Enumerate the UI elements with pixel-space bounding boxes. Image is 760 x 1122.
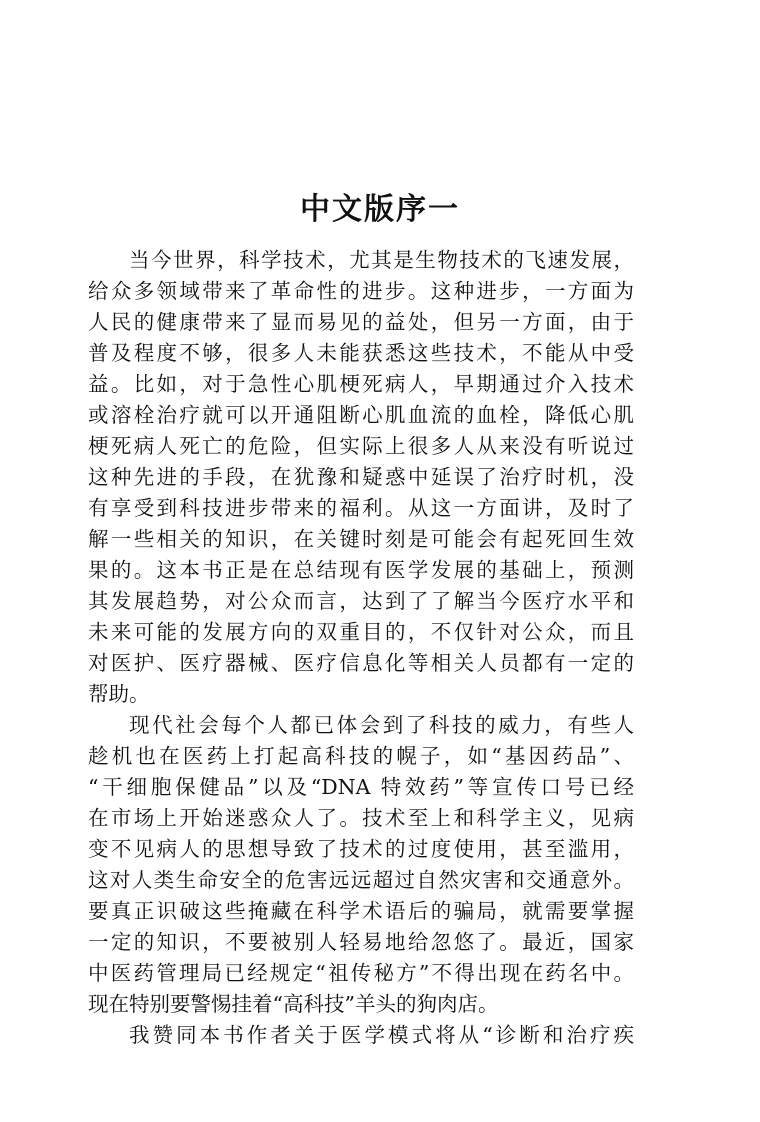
text-line: 梗死病人死亡的危险，但实际上很多人从来没有听说过 — [88, 434, 634, 458]
page-title: 中文版序一 — [300, 192, 460, 227]
text-line: 要真正识破这些掩藏在科学术语后的骗局，就需要掌握 — [88, 899, 634, 923]
text-line: 我赞同本书作者关于医学模式将从“诊断和治疗疾 — [129, 1023, 634, 1047]
text-line: 对医护、医疗器械、医疗信息化等相关人员都有一定的 — [88, 651, 634, 675]
paragraph-1 — [88, 245, 634, 710]
text-line: 普及程度不够，很多人未能获悉这些技术，不能从中受 — [88, 341, 634, 365]
text-line: 中医药管理局已经规定“祖传秘方”不得出现在药名中。 — [88, 961, 634, 985]
text-line: 果的。这本书正是在总结现有医学发展的基础上，预测 — [88, 558, 634, 582]
text-line: 其发展趋势，对公众而言，达到了了解当今医疗水平和 — [88, 589, 634, 613]
text-line: 现在特别要警惕挂着“高科技”羊头的狗肉店。 — [88, 992, 499, 1016]
text-line: 当今世界，科学技术，尤其是生物技术的飞速发展， — [129, 248, 634, 272]
text-line: 在市场上开始迷惑众人了。技术至上和科学主义，见病 — [88, 806, 634, 830]
text-line: 未来可能的发展方向的双重目的，不仅针对公众，而且 — [88, 620, 634, 644]
text-line: 变不见病人的思想导致了技术的过度使用，甚至滥用， — [88, 837, 634, 861]
text-line: 人民的健康带来了显而易见的益处，但另一方面，由于 — [88, 310, 634, 334]
text-line: 这种先进的手段，在犹豫和疑惑中延误了治疗时机，没 — [88, 465, 634, 489]
body-text — [88, 245, 634, 1051]
text-line: 解一些相关的知识，在关键时刻是可能会有起死回生效 — [88, 527, 634, 551]
text-line: 现代社会每个人都已体会到了科技的威力，有些人 — [129, 713, 634, 737]
text-line: 给众多领域带来了革命性的进步。这种进步，一方面为 — [88, 279, 634, 303]
text-line: 这对人类生命安全的危害远远超过自然灾害和交通意外。 — [88, 868, 634, 892]
paragraph-2 — [88, 710, 634, 1020]
paragraph-3 — [88, 1020, 634, 1051]
text-line: 一定的知识，不要被别人轻易地给忽悠了。最近，国家 — [88, 930, 634, 954]
text-line: 帮助。 — [88, 682, 150, 706]
text-line: 趁机也在医药上打起高科技的幌子，如“基因药品”、 — [88, 744, 634, 768]
text-line: 或溶栓治疗就可以开通阻断心肌血流的血栓，降低心肌 — [88, 403, 634, 427]
text-line: 益。比如，对于急性心肌梗死病人，早期通过介入技术 — [88, 372, 634, 396]
text-line: “干细胞保健品”以及“DNA 特效药”等宣传口号已经 — [88, 775, 634, 799]
text-line: 有享受到科技进步带来的福利。从这一方面讲，及时了 — [88, 496, 634, 520]
